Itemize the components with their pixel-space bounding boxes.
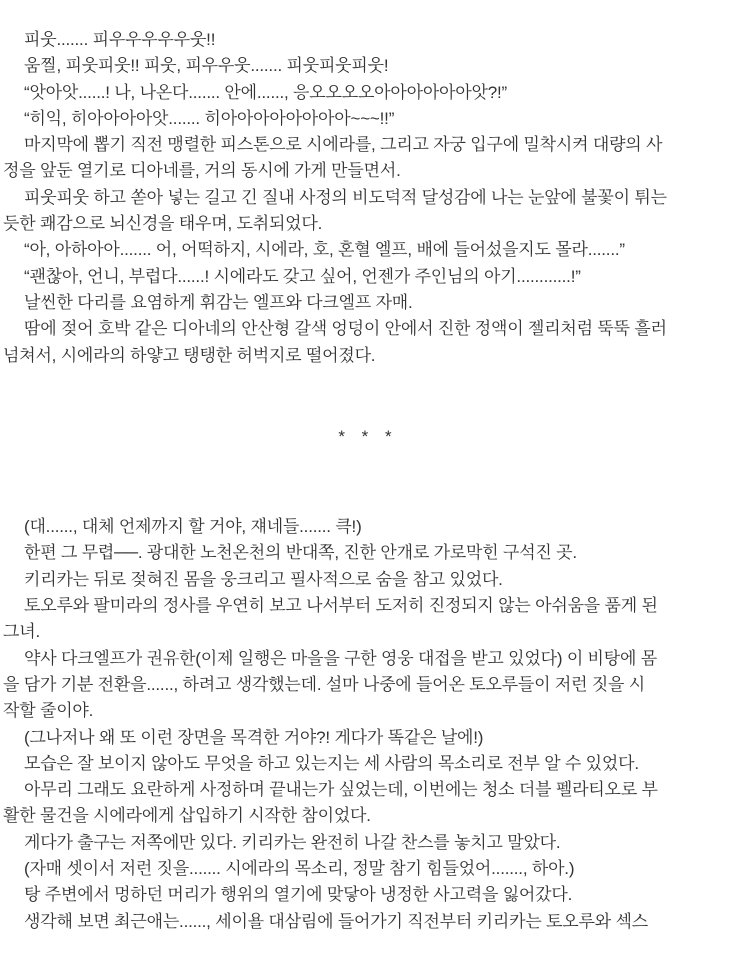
text-line: “아, 아하아아....... 어, 어떡하지, 시에라, 호, 혼혈 엘프, 배에 들어섰을지도 몰라.......” [24, 240, 625, 260]
text-line: 게다가 출구는 저쪽에만 있다. 키리카는 완전히 나갈 찬스를 놓치고 말았다. [24, 832, 561, 852]
text-line: 아무리 그래도 요란하게 사정하며 끝내는가 싶었는데, 이번에는 청소 더블 펠라티오로 부 [24, 780, 658, 800]
text-line: (그나저나 왜 또 이런 장면을 목격한 거야?! 게다가 똑같은 날에!) [24, 727, 484, 747]
text-line: 피웃....... 피우우우우우웃!! [24, 30, 216, 49]
text-line: (대......, 대체 언제까지 할 거야, 쟤네들....... 큭!) [24, 517, 362, 537]
text-line: 약사 다크엘프가 권유한(이제 일행은 마을을 구한 영웅 대접을 받고 있었다) 이 비탕에 몸 [24, 648, 657, 668]
text-line: “괜찮아, 언니, 부럽다......! 시에라도 갖고 싶어, 언젠가 주인님의 아기............!” [24, 266, 581, 286]
scene-separator: * * * [338, 426, 398, 446]
text-line: “히익, 히아아아아앗....... 히아아아아아아아아~~~!!” [24, 108, 395, 128]
text-line: 생각해 보면 최근애는......, 세이욜 대삼림에 들어가기 직전부터 키리카는 토오루와 섹스 [24, 911, 648, 931]
text-section-1 [3, 27, 733, 369]
text-line: 마지막에 뽑기 직전 맹렬한 피스톤으로 시에라를, 그리고 자궁 입구에 밀착시켜 대량의 사 [24, 135, 663, 155]
text-line: 키리카는 뒤로 젖혀진 몸을 웅크리고 필사적으로 숨을 참고 있었다. [24, 569, 503, 589]
text-section-2 [3, 514, 733, 935]
text-line: 한편 그 무렵──. 광대한 노천온천의 반대쪽, 진한 안개로 가로막힌 구석진 곳. [24, 543, 577, 563]
text-line: 탕 주변에서 멍하던 머리가 행위의 열기에 맞닿아 냉정한 사고력을 잃어갔다. [24, 885, 573, 905]
text-line: 작할 줄이야. [3, 701, 94, 721]
text-line: 듯한 쾌감으로 뇌신경을 태우며, 도취되었다. [3, 214, 323, 234]
text-line: 토오루와 팔미라의 정사를 우연히 보고 나서부터 도저히 진정되지 않는 아쉬움을 품게 된 [24, 596, 658, 616]
text-line: 모습은 잘 보이지 않아도 무엇을 하고 있는지는 세 사람의 목소리로 전부 알 수 있었다. [24, 753, 639, 773]
text-line: 활한 물건을 시에라에게 삽입하기 시작한 참이었다. [3, 806, 371, 826]
text-line: 을 담가 기분 전환을......, 하려고 생각했는데. 설마 나중에 들어온 토오루들이 저런 짓을 시 [3, 674, 646, 694]
text-line: (자매 셋이서 저런 짓을....... 시에라의 목소리, 정말 참기 힘들었어......., 하아.) [24, 859, 575, 879]
blank-gap [3, 369, 733, 424]
text-line: “앗아앗......! 나, 나온다....... 안에......, 응오오오오아아아아아아앗?!” [24, 82, 507, 102]
text-line: 움찔, 피웃피웃!! 피웃, 피우우웃....... 피웃피웃피웃! [24, 56, 389, 76]
text-line: 땀에 젖어 호박 같은 디아네의 안산형 갈색 엉덩이 안에서 진한 정액이 젤리처럼 뚝뚝 흘러 [24, 319, 667, 339]
text-line: 날씬한 다리를 요염하게 휘감는 엘프와 다크엘프 자매. [24, 292, 413, 312]
text-line: 정을 앞둔 열기로 디아네를, 거의 동시에 가게 만들면서. [3, 161, 401, 181]
text-line: 피웃피웃 하고 쏟아 넣는 길고 긴 질내 사정의 비도덕적 달성감에 나는 눈앞에 불꽃이 튀는 [24, 187, 667, 207]
text-line: 그녀. [3, 622, 40, 642]
blank-gap [3, 450, 733, 514]
text-line: 넘쳐서, 시에라의 하얗고 탱탱한 허벅지로 떨어졌다. [3, 345, 376, 365]
